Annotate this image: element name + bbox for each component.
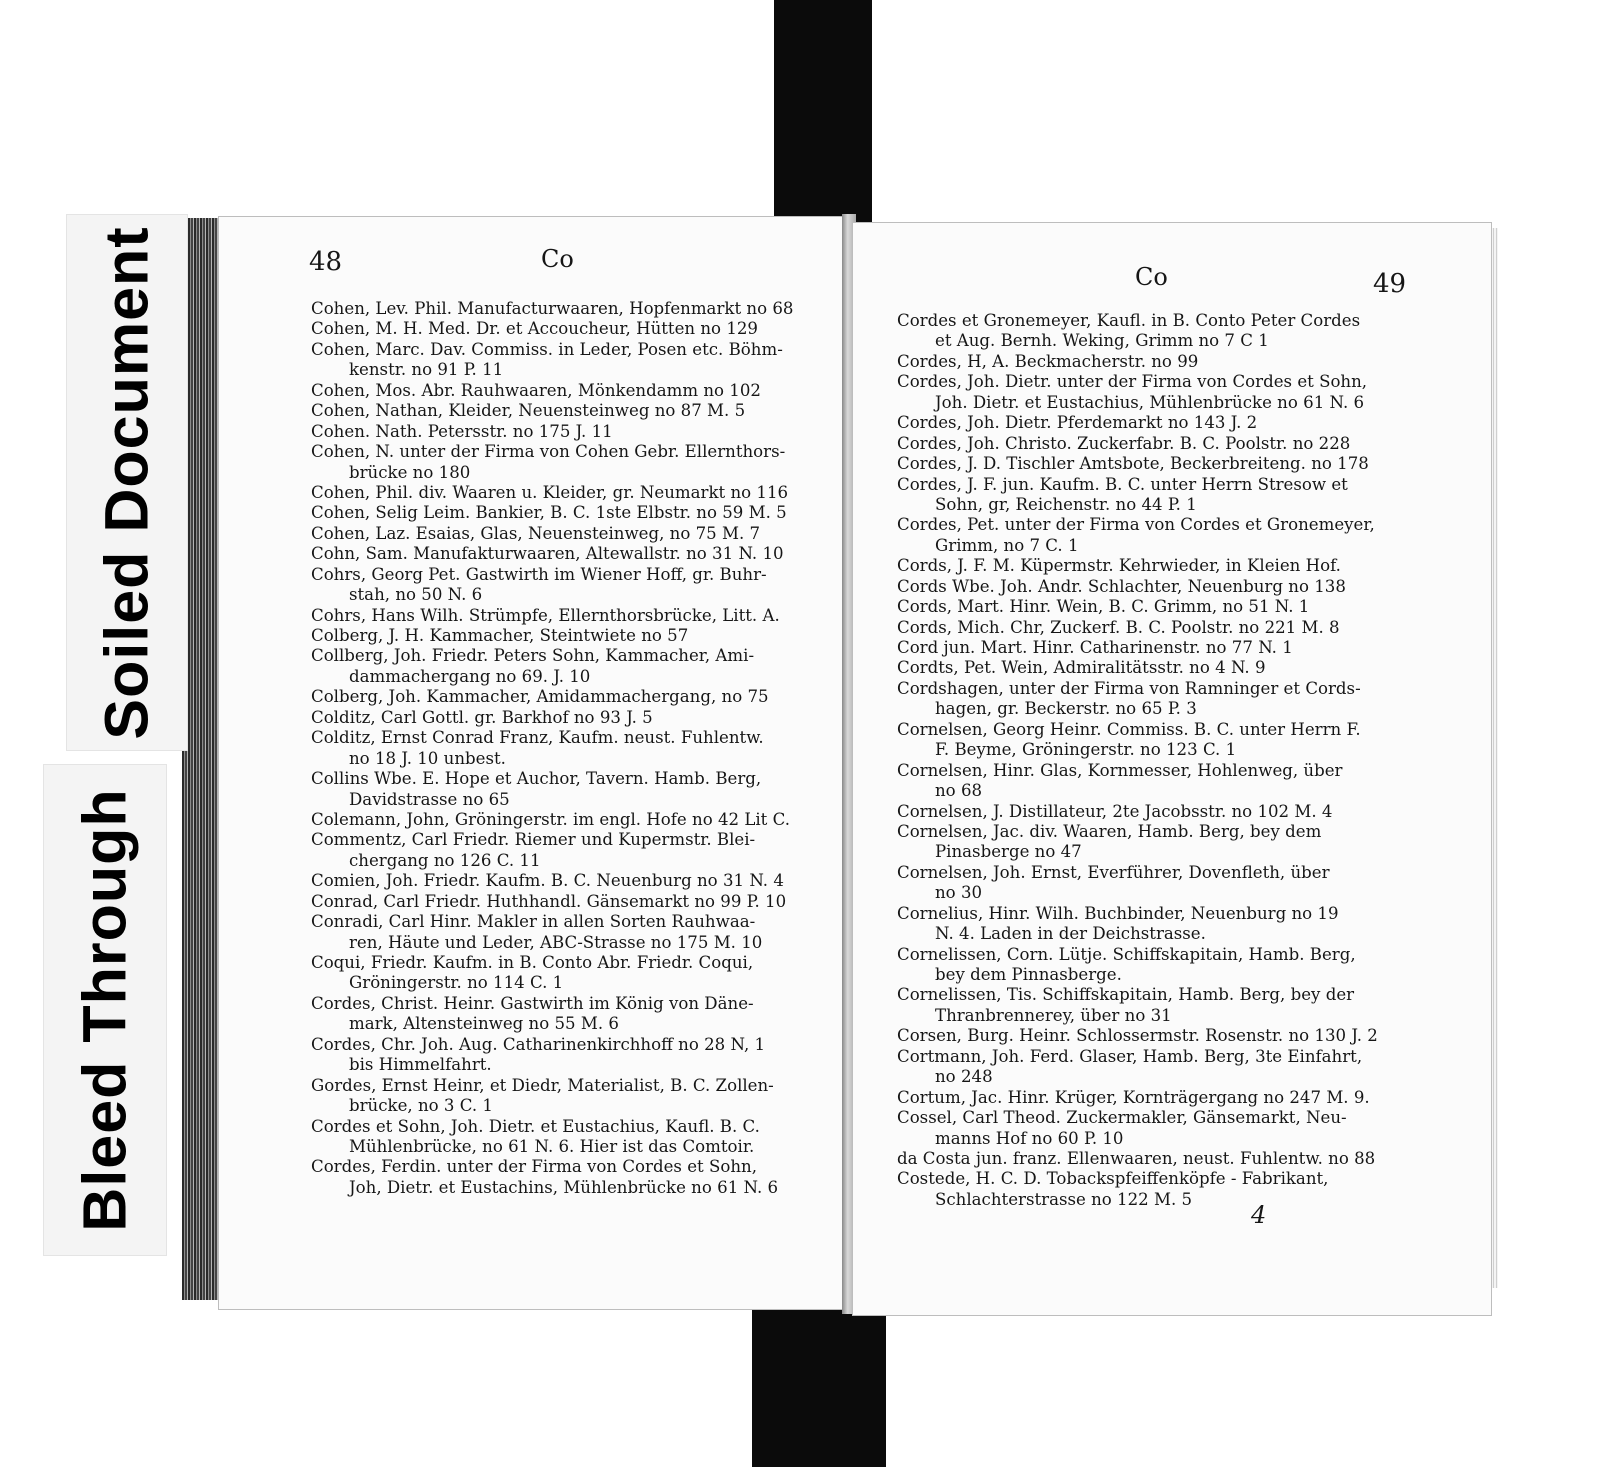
directory-entry-line: mark, Altensteinweg no 55 M. 6 bbox=[349, 1014, 619, 1034]
directory-entry-line: Cordshagen, unter der Firma von Ramninger et Cords- bbox=[897, 678, 1361, 698]
bleed-through-text: Bleed Through bbox=[71, 788, 139, 1232]
directory-entry-line: Cornelsen, Joh. Ernst, Everführer, Dovenfleth, über bbox=[897, 862, 1330, 882]
directory-entry-line: dammachergang no 69. J. 10 bbox=[349, 666, 591, 686]
directory-entry-line: no 248 bbox=[935, 1067, 993, 1087]
directory-entry-line: Thranbrennerey, über no 31 bbox=[935, 1005, 1172, 1025]
soiled-document-text: Soiled Document bbox=[93, 225, 161, 740]
directory-entry-line: Cornelsen, Hinr. Glas, Kornmesser, Hohlenweg, über bbox=[897, 760, 1343, 780]
running-heading-left: Co bbox=[541, 245, 574, 273]
directory-entry-line: Cordes, H, A. Beckmacherstr. no 99 bbox=[897, 351, 1199, 371]
directory-entry-line: Colditz, Carl Gottl. gr. Barkhof no 93 J. 5 bbox=[311, 707, 653, 727]
directory-entry-line: Gordes, Ernst Heinr, et Diedr, Materialist, B. C. Zollen- bbox=[311, 1075, 774, 1095]
directory-entry-line: Cossel, Carl Theod. Zuckermakler, Gänsemarkt, Neu- bbox=[897, 1108, 1347, 1128]
directory-entry-line: Cordts, Pet. Wein, Admiralitätsstr. no 4 N. 9 bbox=[897, 658, 1266, 678]
right-page bbox=[852, 222, 1492, 1316]
directory-entry-line: Cordes, J. D. Tischler Amtsbote, Beckerbreiteng. no 178 bbox=[897, 454, 1369, 474]
directory-entry-line: Cornelsen, Jac. div. Waaren, Hamb. Berg, bey dem bbox=[897, 821, 1322, 841]
page-footer-mark: 4 bbox=[1251, 1201, 1267, 1229]
directory-entry-line: da Costa jun. franz. Ellenwaaren, neust. Fuhlentw. no 88 bbox=[897, 1148, 1376, 1168]
left-fore-edge bbox=[182, 218, 222, 1300]
directory-entry-line: Colberg, J. H. Kammacher, Steintwiete no 57 bbox=[311, 626, 689, 645]
directory-entry-line: no 68 bbox=[935, 781, 983, 801]
directory-entry-line: Colditz, Ernst Conrad Franz, Kaufm. neust. Fuhlentw. bbox=[311, 728, 764, 748]
directory-entry-line: N. 4. Laden in der Deichstrasse. bbox=[935, 924, 1206, 944]
directory-entry-line: Cohen, N. unter der Firma von Cohen Gebr. Ellernthors- bbox=[311, 442, 786, 462]
directory-entry-line: Sohn, gr, Reichenstr. no 44 P. 1 bbox=[935, 494, 1197, 514]
directory-entry-line: Cortum, Jac. Hinr. Krüger, Kornträgergang no 247 M. 9. bbox=[897, 1087, 1370, 1107]
directory-entry-line: Cordes, Joh. Dietr. unter der Firma von Cordes et Sohn, bbox=[897, 372, 1368, 392]
directory-entry-line: Cords Wbe. Joh. Andr. Schlachter, Neuenburg no 138 bbox=[897, 576, 1346, 596]
directory-entry-line: F. Beyme, Gröningerstr. no 123 C. 1 bbox=[935, 740, 1237, 760]
left-entry-list bbox=[311, 299, 811, 1198]
running-heading-right: Co bbox=[1135, 263, 1168, 291]
directory-entry-line: Cohen, Lev. Phil. Manufacturwaaren, Hopfenmarkt no 68 bbox=[311, 299, 794, 318]
directory-entry-line: no 18 J. 10 unbest. bbox=[349, 748, 506, 768]
directory-entry-line: Colemann, John, Gröningerstr. im engl. Hofe no 42 Lit C. bbox=[311, 809, 790, 829]
bleed-through-label bbox=[44, 765, 166, 1255]
page-number-left: 48 bbox=[309, 247, 343, 277]
directory-entry-line: stah, no 50 N. 6 bbox=[349, 585, 483, 605]
directory-entry-line: Cornelissen, Tis. Schiffskapitain, Hamb. Berg, bey der bbox=[897, 985, 1355, 1005]
directory-entry-line: no 30 bbox=[935, 883, 983, 903]
directory-entry-line: Cohrs, Georg Pet. Gastwirth im Wiener Hoff, gr. Buhr- bbox=[311, 564, 767, 584]
directory-entry-line: Grimm, no 7 C. 1 bbox=[935, 535, 1079, 555]
directory-entry-line: Cohrs, Hans Wilh. Strümpfe, Ellernthorsbrücke, Litt. A. bbox=[311, 605, 780, 625]
directory-entry-line: Cohen, Mos. Abr. Rauhwaaren, Mönkendamm no 102 bbox=[311, 380, 761, 400]
directory-entry-line: Cords, J. F. M. Küpermstr. Kehrwieder, in Kleien Hof. bbox=[897, 556, 1341, 576]
directory-entry-line: bey dem Pinnasberge. bbox=[935, 965, 1122, 984]
directory-entry-line: Joh, Dietr. et Eustachins, Mühlenbrücke no 61 N. 6 bbox=[349, 1177, 779, 1197]
directory-entry-line: Cornelsen, J. Distillateur, 2te Jacobsstr. no 102 M. 4 bbox=[897, 801, 1333, 821]
directory-entry-line: Cordes, Joh. Christo. Zuckerfabr. B. C. Poolstr. no 228 bbox=[897, 433, 1351, 453]
right-entry-list bbox=[897, 311, 1413, 1210]
directory-entry-line: Gröningerstr. no 114 C. 1 bbox=[349, 973, 564, 993]
directory-entry-line: Comien, Joh. Friedr. Kaufm. B. C. Neuenburg no 31 N. 4 bbox=[311, 871, 784, 891]
directory-entry-line: Cortmann, Joh. Ferd. Glaser, Hamb. Berg, 3te Einfahrt, bbox=[897, 1046, 1363, 1066]
directory-entry-line: manns Hof no 60 P. 10 bbox=[935, 1128, 1124, 1148]
directory-entry-line: Conradi, Carl Hinr. Makler in allen Sorten Rauhwaa- bbox=[311, 912, 756, 932]
directory-entry-line: Cohen, Laz. Esaias, Glas, Neuensteinweg, no 75 M. 7 bbox=[311, 523, 761, 543]
directory-entry-line: brücke, no 3 C. 1 bbox=[349, 1096, 493, 1116]
directory-entry-line: et Aug. Bernh. Weking, Grimm no 7 C 1 bbox=[935, 331, 1269, 351]
directory-entry-line: Collberg, Joh. Friedr. Peters Sohn, Kammacher, Ami- bbox=[311, 646, 755, 666]
directory-entry-line: Cohen, Selig Leim. Bankier, B. C. 1ste Elbstr. no 59 M. 5 bbox=[311, 503, 787, 523]
directory-entry-line: Cornelissen, Corn. Lütje. Schiffskapitain, Hamb. Berg, bbox=[897, 944, 1356, 964]
soiled-document-label bbox=[67, 215, 187, 750]
page-number-right: 49 bbox=[1373, 269, 1407, 299]
directory-entry-line: Joh. Dietr. et Eustachius, Mühlenbrücke no 61 N. 6 bbox=[935, 392, 1365, 412]
directory-entry-line: Cords, Mich. Chr, Zuckerf. B. C. Poolstr. no 221 M. 8 bbox=[897, 617, 1340, 637]
left-page bbox=[218, 216, 844, 1310]
directory-entry-line: Commentz, Carl Friedr. Riemer und Kupermstr. Blei- bbox=[311, 830, 756, 850]
directory-entry-line: ren, Häute und Leder, ABC-Strasse no 175 M. 10 bbox=[349, 932, 763, 952]
directory-entry-line: Collins Wbe. E. Hope et Auchor, Tavern. Hamb. Berg, bbox=[311, 769, 762, 789]
directory-entry-line: Cordes, Pet. unter der Firma von Cordes et Gronemeyer, bbox=[897, 515, 1375, 535]
directory-entry-line: Conrad, Carl Friedr. Huthhandl. Gänsemarkt no 99 P. 10 bbox=[311, 891, 787, 911]
directory-entry-line: Cohen. Nath. Petersstr. no 175 J. 11 bbox=[311, 421, 613, 441]
directory-entry-line: brücke no 180 bbox=[349, 462, 471, 482]
directory-entry-line: hagen, gr. Beckerstr. no 65 P. 3 bbox=[935, 699, 1197, 719]
binding-strap-top bbox=[774, 0, 872, 222]
directory-entry-line: kenstr. no 91 P. 11 bbox=[349, 360, 504, 380]
directory-entry-line: Coqui, Friedr. Kaufm. in B. Conto Abr. Friedr. Coqui, bbox=[311, 953, 754, 972]
directory-entry-line: Mühlenbrücke, no 61 N. 6. Hier ist das Comtoir. bbox=[349, 1136, 755, 1156]
directory-entry-line: Davidstrasse no 65 bbox=[349, 789, 510, 809]
directory-entry-line: Cohen, Marc. Dav. Commiss. in Leder, Posen etc. Böhm- bbox=[311, 339, 783, 359]
directory-entry-line: Pinasberge no 47 bbox=[935, 842, 1082, 862]
directory-entry-line: Cordes, J. F. jun. Kaufm. B. C. unter Herrn Stresow et bbox=[897, 474, 1348, 494]
directory-entry-line: Colberg, Joh. Kammacher, Amidammachergang, no 75 bbox=[311, 687, 769, 707]
directory-entry-line: Cords, Mart. Hinr. Wein, B. C. Grimm, no 51 N. 1 bbox=[897, 597, 1310, 617]
directory-entry-line: Cordes, Chr. Joh. Aug. Catharinenkirchhoff no 28 N, 1 bbox=[311, 1034, 766, 1054]
directory-entry-line: Cordes, Joh. Dietr. Pferdemarkt no 143 J. 2 bbox=[897, 413, 1258, 433]
directory-entry-line: Cordes, Ferdin. unter der Firma von Cordes et Sohn, bbox=[311, 1157, 757, 1177]
directory-entry-line: Corsen, Burg. Heinr. Schlossermstr. Rosenstr. no 130 J. 2 bbox=[897, 1026, 1378, 1046]
directory-entry-line: chergang no 126 C. 11 bbox=[349, 850, 541, 870]
directory-entry-line: Schlachterstrasse no 122 M. 5 bbox=[935, 1189, 1193, 1209]
directory-entry-line: Cohen, M. H. Med. Dr. et Accoucheur, Hütten no 129 bbox=[311, 319, 758, 339]
directory-entry-line: Cornelsen, Georg Heinr. Commiss. B. C. unter Herrn F. bbox=[897, 719, 1361, 739]
directory-entry-line: Cordes et Gronemeyer, Kaufl. in B. Conto Peter Cordes bbox=[897, 311, 1361, 330]
directory-entry-line: Cordes, Christ. Heinr. Gastwirth im König von Däne- bbox=[311, 993, 754, 1013]
directory-entry-line: Cornelius, Hinr. Wilh. Buchbinder, Neuenburg no 19 bbox=[897, 903, 1339, 923]
binding-strap-bottom bbox=[752, 1300, 886, 1467]
directory-entry-line: Costede, H. C. D. Tobackspfeiffenköpfe - Fabrikant, bbox=[897, 1169, 1329, 1189]
directory-entry-line: bis Himmelfahrt. bbox=[349, 1055, 492, 1075]
directory-entry-line: Cohen, Nathan, Kleider, Neuensteinweg no 87 M. 5 bbox=[311, 401, 746, 421]
directory-entry-line: Cohn, Sam. Manufakturwaaren, Altewallstr. no 31 N. 10 bbox=[311, 544, 784, 564]
directory-entry-line: Cohen, Phil. div. Waaren u. Kleider, gr. Neumarkt no 116 bbox=[311, 482, 789, 502]
directory-entry-line: Cordes et Sohn, Joh. Dietr. et Eustachius, Kaufl. B. C. bbox=[311, 1116, 760, 1136]
directory-entry-line: Cord jun. Mart. Hinr. Catharinenstr. no 77 N. 1 bbox=[897, 638, 1293, 657]
